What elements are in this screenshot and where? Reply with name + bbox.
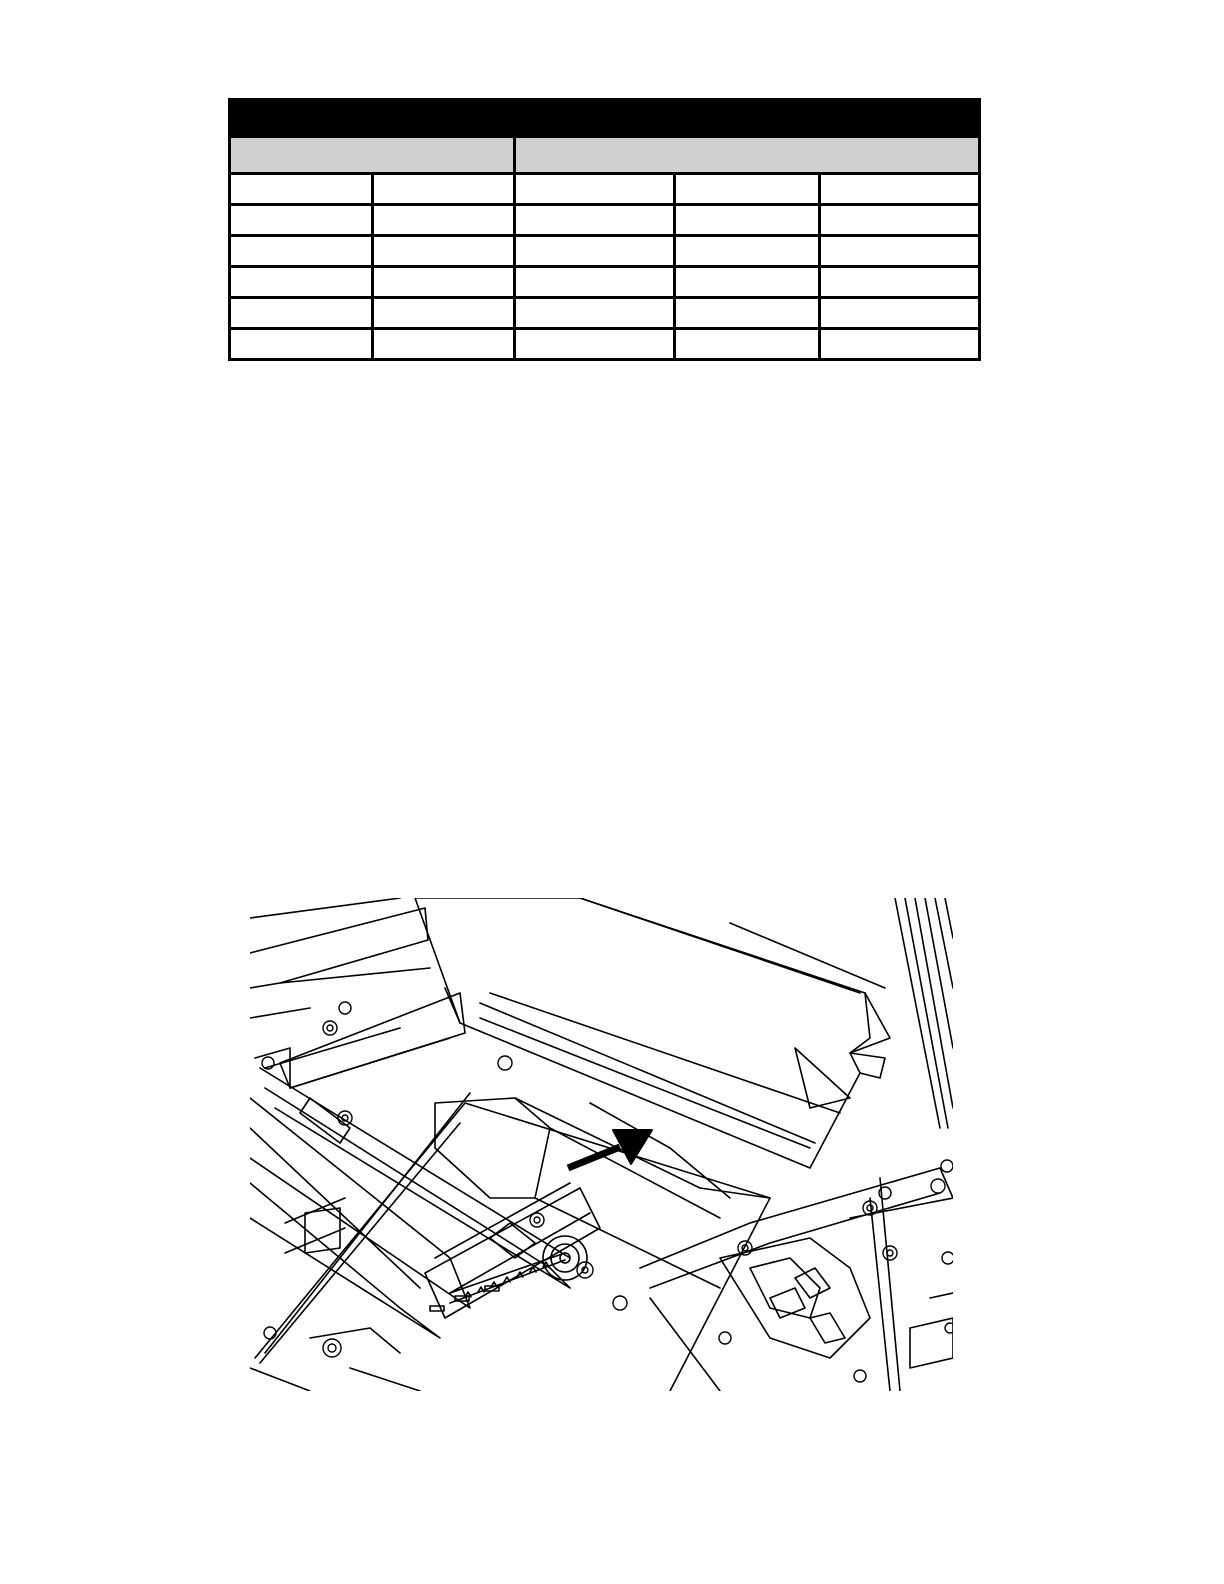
table-row xyxy=(230,267,980,298)
gear-rack xyxy=(450,1236,587,1303)
table-cell xyxy=(373,298,515,329)
table-cell xyxy=(515,205,675,236)
bolt xyxy=(323,1339,341,1357)
table-cell xyxy=(675,205,820,236)
table-cell xyxy=(373,205,515,236)
arrow-icon xyxy=(568,1130,652,1168)
top-cover-plate xyxy=(415,898,890,1168)
bolt xyxy=(530,1213,544,1227)
table-cell xyxy=(230,174,373,205)
table-cell xyxy=(373,174,515,205)
bolt xyxy=(339,1002,351,1014)
table-cell xyxy=(230,267,373,298)
bolt xyxy=(719,1332,731,1344)
table-row xyxy=(230,236,980,267)
table-cell xyxy=(515,236,675,267)
group-header-left xyxy=(230,137,515,174)
bolt xyxy=(264,1327,276,1339)
table-title xyxy=(230,100,980,137)
group-header-right xyxy=(515,137,980,174)
table-cell xyxy=(515,267,675,298)
bolt xyxy=(323,1021,337,1035)
bolt xyxy=(931,1179,945,1193)
table-cell xyxy=(515,174,675,205)
table-cell xyxy=(373,329,515,360)
center-trough xyxy=(435,1098,770,1288)
bolt xyxy=(945,1323,953,1333)
table-row xyxy=(230,298,980,329)
assembly-drawing-svg xyxy=(250,898,953,1391)
bolt xyxy=(498,1056,512,1070)
hopper-frame xyxy=(250,993,770,1391)
table-cell xyxy=(230,236,373,267)
table-cell xyxy=(820,236,980,267)
assembly-illustration xyxy=(250,898,953,1391)
table-cell xyxy=(675,267,820,298)
table-row xyxy=(230,205,980,236)
bolt xyxy=(577,1262,593,1278)
table-cell xyxy=(820,174,980,205)
table-cell xyxy=(230,298,373,329)
table-row xyxy=(230,329,980,360)
table-cell xyxy=(675,236,820,267)
table-cell xyxy=(675,174,820,205)
table-cell xyxy=(820,298,980,329)
bolt xyxy=(883,1246,897,1260)
spec-table xyxy=(228,98,981,361)
table-cell xyxy=(820,205,980,236)
table-cell xyxy=(373,267,515,298)
table-cell xyxy=(230,205,373,236)
table-cell xyxy=(373,236,515,267)
table-cell xyxy=(515,329,675,360)
bolt xyxy=(942,1252,953,1264)
table-cell xyxy=(675,329,820,360)
right-vent-panel xyxy=(895,898,953,1128)
table-cell xyxy=(820,329,980,360)
table-group-row xyxy=(230,137,980,174)
bolts xyxy=(262,1002,953,1382)
table-cell xyxy=(820,267,980,298)
table-cell xyxy=(515,298,675,329)
bolt xyxy=(613,1296,627,1310)
table-title-row xyxy=(230,100,980,137)
table-row xyxy=(230,174,980,205)
bolt xyxy=(854,1370,866,1382)
table-cell xyxy=(675,298,820,329)
upper-left-panel xyxy=(250,898,430,1018)
table-cell xyxy=(230,329,373,360)
bolt xyxy=(941,1160,953,1172)
